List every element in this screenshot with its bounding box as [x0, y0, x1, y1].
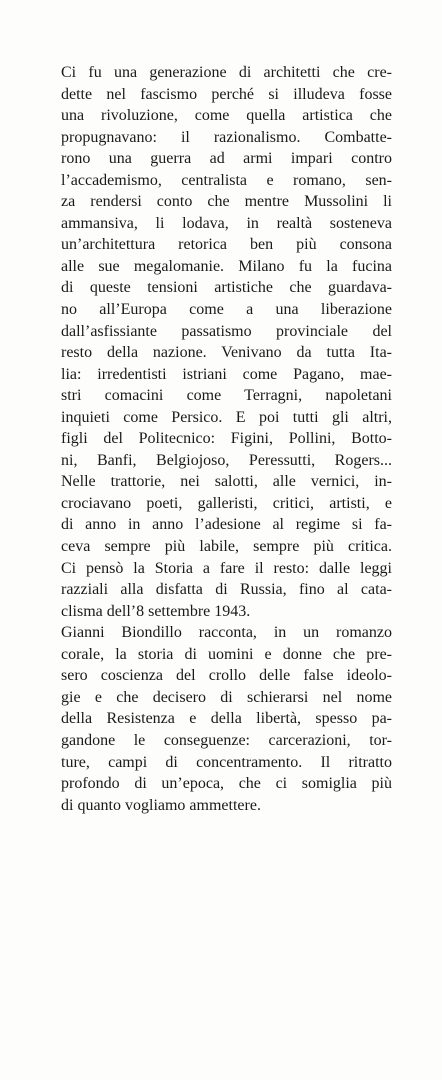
text-line: di anno in anno l’adesione al regime si fa- — [61, 516, 392, 534]
text-line: profondo di un’epoca, che ci somiglia più — [61, 775, 392, 793]
text-line: l’accademismo, centralista e romano, sen- — [61, 171, 392, 189]
text-line: Nelle trattorie, nei salotti, alle vernici, in- — [61, 473, 392, 491]
text-line: propugnavano: il razionalismo. Combatte- — [61, 128, 392, 146]
text-line: za rendersi conto che mentre Mussolini li — [61, 193, 392, 211]
text-line: dall’asfissiante passatismo provinciale del — [61, 322, 392, 340]
text-line: stri comacini come Terragni, napoletani — [61, 387, 392, 405]
text-line: gie e che decisero di schierarsi nel nome — [61, 688, 392, 706]
text-line: Gianni Biondillo racconta, in un romanzo — [61, 624, 392, 642]
text-line: della Resistenza e della libertà, spesso pa- — [61, 710, 392, 728]
text-line: Ci pensò la Storia a fare il resto: dalle leggi — [61, 559, 392, 577]
text-line: ni, Banfi, Belgiojoso, Peressutti, Rogers... — [61, 451, 392, 469]
text-line: di quanto vogliamo ammettere. — [61, 796, 261, 814]
text-line: gandone le conseguenze: carcerazioni, tor- — [61, 731, 392, 749]
text-line: ture, campi di concentramento. Il ritratto — [61, 753, 392, 771]
text-line: resto della nazione. Venivano da tutta Ita- — [61, 344, 392, 362]
text-line: crociavano poeti, galleristi, critici, artisti, e — [61, 494, 392, 512]
text-line: lia: irredentisti istriani come Pagano, mae- — [61, 365, 392, 383]
text-line: una rivoluzione, come quella artistica che — [61, 107, 392, 125]
text-line: clisma dell’8 settembre 1943. — [61, 602, 251, 620]
blurb-paragraph-2 — [61, 622, 392, 816]
text-line: alle sue megalomanie. Milano fu la fucina — [61, 257, 392, 275]
text-line: ceva sempre più labile, sempre più critica. — [61, 538, 392, 556]
blurb-paragraph-1 — [61, 62, 392, 622]
text-line: rono una guerra ad armi impari contro — [61, 150, 392, 168]
text-line: un’architettura retorica ben più consona — [61, 236, 392, 254]
text-line: dette nel fascismo perché si illudeva fosse — [61, 85, 392, 103]
text-line: corale, la storia di uomini e donne che pre- — [61, 645, 392, 663]
text-line: razziali alla disfatta di Russia, fino al cata- — [61, 581, 392, 599]
text-line: figli del Politecnico: Figini, Pollini, Botto- — [61, 430, 392, 448]
text-line: ammansiva, li lodava, in realtà sosteneva — [61, 214, 392, 232]
text-line: inquieti come Persico. E poi tutti gli altri, — [61, 408, 392, 426]
text-line: no all’Europa come a una liberazione — [61, 301, 392, 319]
text-line: di queste tensioni artistiche che guardava- — [61, 279, 392, 297]
text-line: sero coscienza del crollo delle false ideolo- — [61, 667, 392, 685]
blurb-text — [61, 62, 392, 816]
text-line: Ci fu una generazione di architetti che cre- — [61, 64, 392, 81]
